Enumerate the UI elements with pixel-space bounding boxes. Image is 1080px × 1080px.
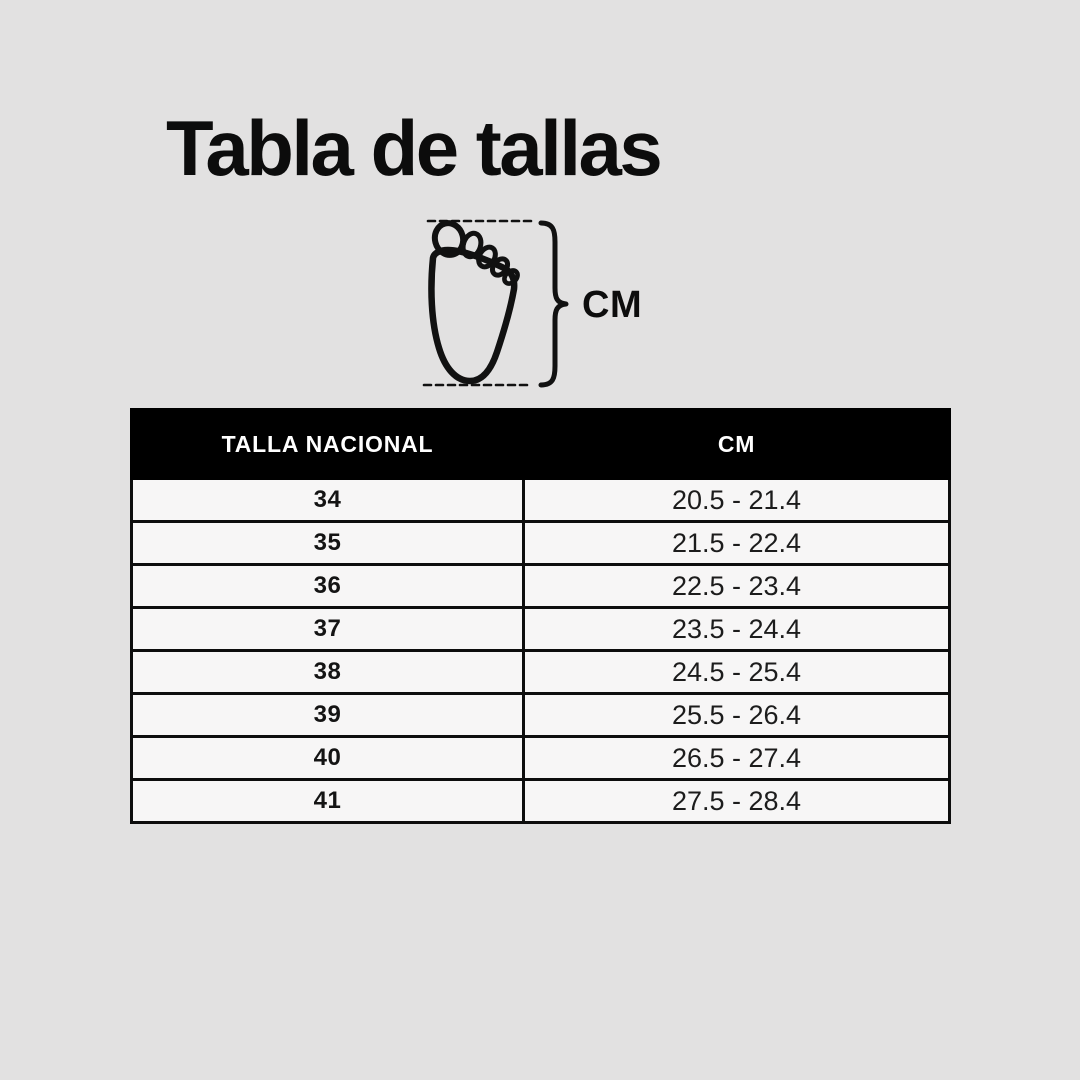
table-row [132,694,950,737]
cm-range-cell: 23.5 - 24.4 [524,608,950,651]
table-row [132,737,950,780]
header-row [132,410,950,479]
cm-range-cell: 20.5 - 21.4 [524,479,950,522]
size-table-body [132,479,950,823]
unit-label: CM [582,284,643,326]
cm-range-cell: 21.5 - 22.4 [524,522,950,565]
size-cell: 40 [132,737,524,780]
foot-outline [431,250,514,381]
cm-range-cell: 22.5 - 23.4 [524,565,950,608]
size-cell: 36 [132,565,524,608]
size-cell: 35 [132,522,524,565]
curly-brace-icon [541,223,566,385]
size-cell: 38 [132,651,524,694]
cm-range-cell: 26.5 - 27.4 [524,737,950,780]
cm-range-cell: 24.5 - 25.4 [524,651,950,694]
cm-range-cell: 25.5 - 26.4 [524,694,950,737]
size-cell: 34 [132,479,524,522]
size-cell: 39 [132,694,524,737]
table-row [132,522,950,565]
table-row [132,565,950,608]
size-cell: 41 [132,780,524,823]
table-row [132,651,950,694]
foot-measurement-diagram [418,210,688,400]
cm-range-cell: 27.5 - 28.4 [524,780,950,823]
size-table [130,408,951,824]
size-cell: 37 [132,608,524,651]
size-table-header [132,410,950,479]
foot-sole-icon [431,220,520,381]
table-row [132,608,950,651]
header-cm: CM [524,410,950,479]
table-row [132,780,950,823]
header-talla-nacional: TALLA NACIONAL [132,410,524,479]
table-row [132,479,950,522]
page-title: Tabla de tallas [166,104,661,192]
